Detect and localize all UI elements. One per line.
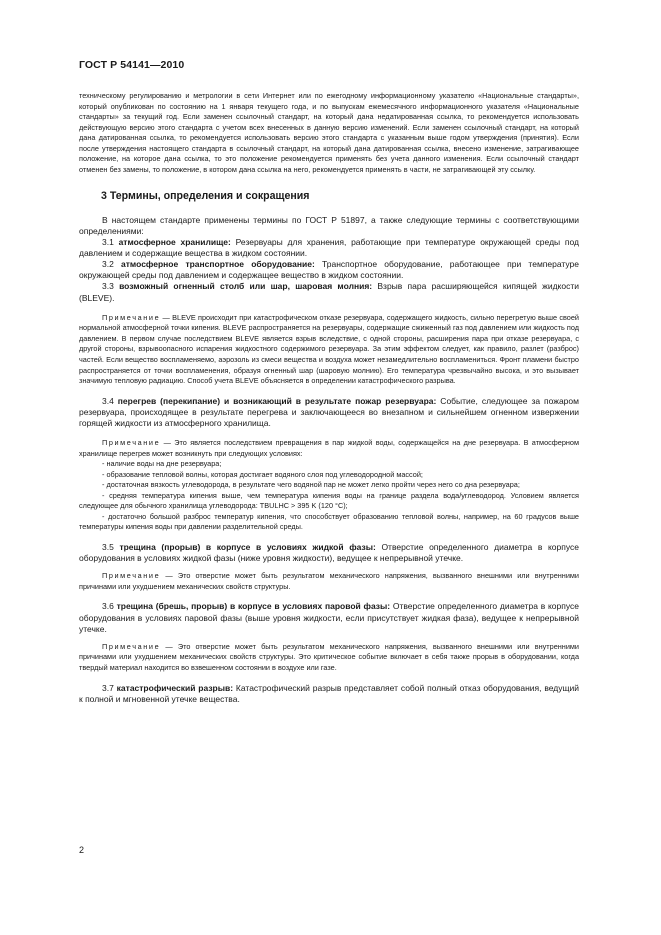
term-number: 3.2 [102, 259, 122, 270]
note-3-6 [79, 642, 579, 674]
section-lead: В настоящем стандарте применены термины по ГОСТ Р 51897, а также следующие термины с соответствующими определениями: [79, 214, 579, 236]
term-number: 3.1 [102, 236, 119, 247]
term-number: 3.5 [102, 542, 120, 552]
term-title: атмосферное транспортное оборудование: [121, 259, 315, 270]
page-number: 2 [79, 845, 85, 855]
term-title: катастрофический разрыв: [116, 682, 234, 693]
note-label: Примечание [102, 312, 161, 322]
list-item: - средняя температура кипения выше, чем температура кипения воды на границе раздела вода/углеводород. Условием является следующее для обычного хранилища углеводорода: TBULHC > 395 K (120 °C); [79, 490, 579, 511]
note-text: Это отверстие может быть результатом механического напряжения, вызванного внешними или внутренними причинами или ухудшением механических свойств структуры. [79, 571, 579, 591]
term-3-5 [79, 542, 579, 564]
term-3-7 [79, 683, 579, 705]
note-dash: — [160, 571, 178, 581]
term-definition: Событие, следующее за пожаром резервуара, происходящее в результате перегрева и заключающееся во внезапном и сильнейшем огненном извержении горящей жидкости из атмосферного хранилища. [79, 395, 579, 428]
note-dash: — [160, 312, 173, 322]
note-text: Это отверстие может быть результатом механического напряжения, вызванного внешними или внутренними причинами или ухудшением механических свойств структуры. Это критическое событие включает в себя также прорыв в оборудовании, когда твердый материал находится во взвешенном состоянии в воздухе или газе. [79, 641, 579, 672]
note-label: Примечание [102, 641, 161, 651]
note-3-4 [79, 438, 579, 459]
term-3-1 [79, 237, 579, 259]
term-3-2 [79, 259, 579, 281]
term-number: 3.7 [102, 682, 117, 693]
term-title: перегрев (перекипание) и возникающий в результате пожар резервуара: [117, 395, 437, 406]
list-item: - наличие воды на дне резервуара; [102, 459, 222, 469]
note-text: Это является последствием превращения в пар жидкой воды, содержащейся на дне резервуара. В атмосферном хранилище перегрев может возникнуть при следующих условиях: [79, 438, 579, 458]
note-3-3 [79, 313, 579, 387]
note-3-4-list [79, 459, 579, 533]
term-definition: Взрыв пара расширяющейся кипящей жидкости (BLEVE). [79, 281, 579, 303]
term-definition: Катастрофический разрыв представляет собой полный отказ оборудования, ведущий к полной и мгновенной утечке вещества. [79, 682, 579, 704]
term-3-6 [79, 601, 579, 634]
term-definition: Отверстие определенного диаметра в корпусе оборудования в условиях жидкой фазы (ниже уровня жидкости), ведущее к непрерывной утечке. [79, 542, 580, 564]
term-definition: Отверстие определенного диаметра в корпусе оборудования в условиях паровой фазы (выше уровня жидкости, если присутствует жидкая фаза), ведущее к непрерывной утечке. [79, 601, 579, 634]
term-3-4 [79, 396, 579, 429]
term-number: 3.4 [102, 395, 118, 406]
section-heading: 3 Термины, определения и сокращения [101, 190, 310, 203]
term-title: атмосферное хранилище: [118, 236, 231, 247]
list-item: - достаточно большой разброс температур кипения, что способствует образованию тепловой волны, например, на 60 градусов выше температуры кипения воды при давлении разделительной среды. [79, 511, 579, 532]
note-dash: — [160, 438, 175, 448]
document-header: ГОСТ Р 54141—2010 [79, 59, 185, 71]
note-dash: — [160, 641, 178, 651]
term-number: 3.3 [102, 281, 120, 292]
page-content [79, 91, 579, 705]
list-item: - образование тепловой волны, которая достигает водяного слоя под углеводородной массой; [102, 469, 423, 479]
note-text: BLEVE происходит при катастрофическом отказе резервуара, содержащего жидкость, сильно перегретую выше своей нормальной атмосферной точки кипения. BLEVE распространяется на резервуары, содержащие сжиженный газ под давлением или жидкость под давлением. В первом случае последствием BLEVE является взрыв вследствие, с одной стороны, расширения пара при отказе резервуара, с другой стороны, взрывоопасного испарения жидкостного содержимого резервуара. За этим эффектом следует, как правило, разлет (разброс) частей. Если вещество воспламеняемо, аэрозоль из смеси вещества и воздуха может незамедлительно воспламениться. Фронт пламени быстро распространяется от точки воспламенения, образуя огненный шар (шаровую молнию). Его температура чрезвычайно высока, и это вызывает значимую тепловую радиацию. Способ учета BLEVE объясняется в определении катастрофического разрыва. [79, 312, 580, 386]
intro-paragraph: техническому регулированию и метрологии в сети Интернет или по ежегодному информационному указателю «Национальные стандарты», который опубликован по состоянию на 1 января текущего года, и по выпускам ежемесячного информационного указателя «Национальные стандарты» за текущий год. Если заменен ссылочный стандарт, на который дана недатированная ссылка, то рекомендуется использовать действующую версию этого стандарта с учетом всех внесенных в данную версию изменений. Если заменен ссылочный стандарт, на который дана датированная ссылка, то рекомендуется использовать версию этого стандарта с указанным выше годом утверждения (принятия). Если после утверждения настоящего стандарта в ссылочный стандарт, на который дана датированная ссылка, внесено изменение, затрагивающее положение, на которое дана ссылка, то это положение рекомендуется применять без учета данного изменения. Если ссылочный стандарт отменен без замены, то положение, в котором дана ссылка на него, рекомендуется применять в части, не затрагивающей эту ссылку. [79, 91, 579, 174]
term-definition: Резервуары для хранения, работающие при температуре окружающей среды под давлением и содержащие вещества в жидком состоянии. [79, 236, 579, 258]
term-title: возможный огненный столб или шар, шаровая молния: [119, 281, 373, 292]
term-number: 3.6 [102, 601, 117, 612]
note-3-5 [79, 571, 579, 592]
term-title: трещина (брешь, прорыв) в корпусе в условиях паровой фазы: [116, 601, 391, 612]
term-definition: Транспортное оборудование, работающее при температуре окружающей среды под давлением и содержащее вещество в жидком состоянии. [79, 259, 579, 281]
list-item: - достаточная вязкость углеводорода, в результате чего водяной пар не может легко пройти через него со дна резервуара; [102, 480, 520, 490]
term-3-3 [79, 281, 579, 303]
note-label: Примечание [102, 438, 161, 448]
note-label: Примечание [102, 571, 161, 581]
term-title: трещина (прорыв) в корпусе в условиях жидкой фазы: [119, 542, 376, 552]
